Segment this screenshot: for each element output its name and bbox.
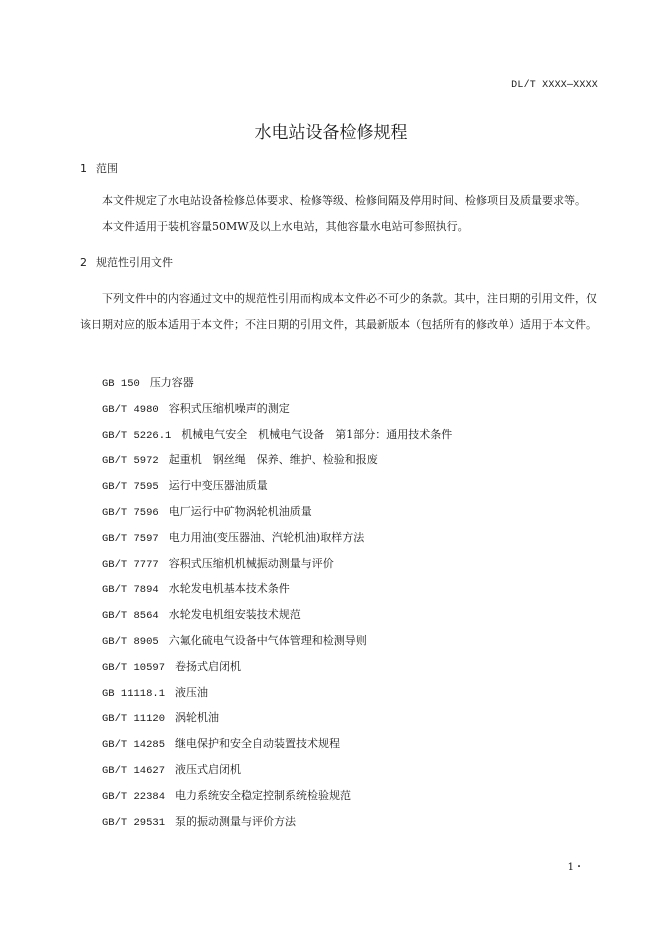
reference-item <box>102 735 452 761</box>
reference-title: 电力用油(变压器油、汽轮机油)取样方法 <box>168 530 365 544</box>
reference-title: 起重机 钢丝绳 保养、维护、检验和报废 <box>168 453 378 467</box>
document-title: 水电站设备检修规程 <box>254 123 408 143</box>
reference-code: GB/T 8905 <box>102 635 159 648</box>
reference-title: 容积式压缩机噪声的测定 <box>168 401 290 415</box>
reference-title: 卷扬式启闭机 <box>175 659 242 673</box>
reference-item <box>102 787 452 813</box>
reference-title: 容积式压缩机机械振动测量与评价 <box>168 556 334 570</box>
reference-item <box>102 426 452 452</box>
reference-code: GB/T 10597 <box>102 661 166 674</box>
reference-title: 水轮发电机组安装技术规范 <box>168 608 301 622</box>
section-title: 规范性引用文件 <box>96 256 173 269</box>
reference-code: GB/T 22384 <box>102 790 166 803</box>
reference-code: GB 11118.1 <box>102 687 166 700</box>
reference-item <box>102 400 452 426</box>
reference-title: 六氟化硫电气设备中气体管理和检测导则 <box>168 633 367 647</box>
reference-title: 泵的振动测量与评价方法 <box>175 814 297 828</box>
reference-item <box>102 761 452 787</box>
reference-item <box>102 632 452 658</box>
reference-item <box>102 709 452 735</box>
paragraph-text: 本文件适用于装机容量50MW及以上水电站，其他容量水电站可参照执行。 <box>102 220 469 233</box>
reference-code: GB/T 7595 <box>102 481 159 494</box>
section-title: 范围 <box>96 162 118 175</box>
reference-title: 机械电气安全 机械电气设备 第1部分：通用技术条件 <box>181 427 453 441</box>
reference-code: GB/T 7777 <box>102 558 159 571</box>
reference-code: GB 150 <box>102 378 140 390</box>
section-number: 2 <box>80 256 87 269</box>
page-number: 1・ <box>567 862 584 873</box>
scope-paragraph-1 <box>80 188 602 214</box>
reference-item <box>102 684 452 710</box>
references-intro-paragraph <box>80 286 602 338</box>
reference-item <box>102 503 452 529</box>
reference-item <box>102 606 452 632</box>
reference-title: 涡轮机油 <box>175 711 220 725</box>
reference-code: GB/T 7894 <box>102 584 159 597</box>
reference-title: 水轮发电机基本技术条件 <box>168 582 290 596</box>
reference-item <box>102 658 452 684</box>
reference-code: GB/T 7596 <box>102 506 159 519</box>
section-heading-scope <box>80 160 118 176</box>
reference-title: 压力容器 <box>149 376 194 389</box>
reference-title: 运行中变压器油质量 <box>168 479 268 493</box>
reference-code: GB/T 8564 <box>102 610 159 623</box>
reference-code: GB/T 5972 <box>102 455 159 468</box>
paragraph-text: 下列文件中的内容通过文中的规范性引用而构成本文件必不可少的条款。其中，注日期的引用文件，仅该日期对应的版本适用于本文件；不注日期的引用文件，其最新版本（包括所有的修改单）适用于本文件。 <box>80 292 597 331</box>
reference-code: GB/T 29531 <box>102 816 166 829</box>
reference-code: GB/T 4980 <box>102 403 159 416</box>
reference-item <box>102 580 452 606</box>
reference-code: GB/T 7597 <box>102 532 159 545</box>
document-code: DL/T XXXX—XXXX <box>511 80 598 91</box>
scope-paragraph-2 <box>80 214 602 240</box>
reference-item <box>102 529 452 555</box>
reference-item <box>102 477 452 503</box>
reference-code: GB/T 14627 <box>102 764 166 777</box>
reference-title: 液压油 <box>175 685 209 699</box>
reference-title: 液压式启闭机 <box>175 762 242 776</box>
paragraph-text: 本文件规定了水电站设备检修总体要求、检修等级、检修间隔及停用时间、检修项目及质量要求等。 <box>102 194 586 207</box>
reference-item <box>102 813 452 839</box>
reference-list <box>102 374 452 838</box>
section-heading-normative-references <box>80 254 173 270</box>
reference-title: 电力系统安全稳定控制系统检验规范 <box>175 788 352 802</box>
reference-title: 电厂运行中矿物涡轮机油质量 <box>168 504 312 518</box>
reference-item <box>102 374 452 400</box>
reference-code: GB/T 11120 <box>102 713 166 726</box>
reference-item <box>102 451 452 477</box>
reference-item <box>102 555 452 581</box>
reference-code: GB/T 5226.1 <box>102 429 172 442</box>
section-number: 1 <box>80 162 87 175</box>
reference-title: 继电保护和安全自动装置技术规程 <box>175 737 341 751</box>
reference-code: GB/T 14285 <box>102 739 166 752</box>
